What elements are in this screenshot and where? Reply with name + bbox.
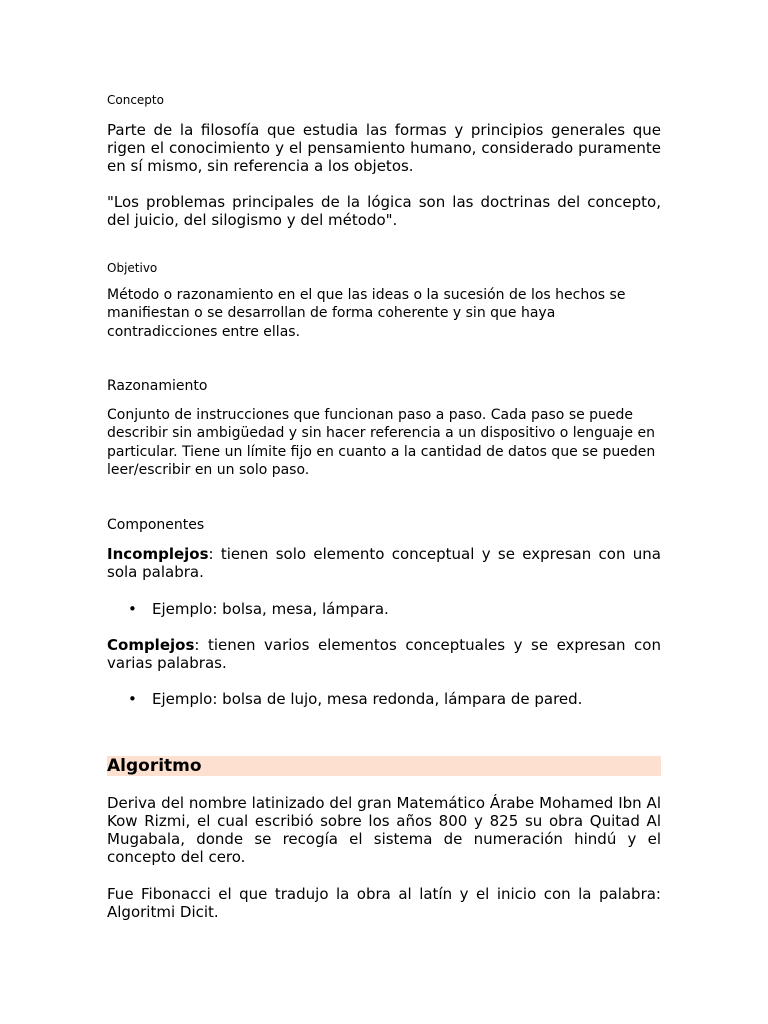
objetivo-paragraph: Método o razonamiento en el que las ideas o la sucesión de los hechos se manifiestan o se desarrollan de forma coherente y sin que haya contradicciones entre ellas. [107,287,626,340]
incomplejos-paragraph [107,545,661,581]
razonamiento-heading: Razonamiento [107,378,208,394]
concepto-heading: Concepto [107,93,164,107]
complejos-definition: : tienen varios elementos conceptuales y se expresan con varias palabras. [107,636,661,672]
incomplejos-definition: : tienen solo elemento conceptual y se expresan con una sola palabra. [107,545,661,581]
complejos-term: Complejos [107,636,195,654]
componentes-heading: Componentes [107,517,205,533]
complejos-paragraph [107,636,661,672]
bullet-icon: • [128,690,137,708]
objetivo-heading: Objetivo [107,261,158,275]
algoritmo-paragraph-2: Fue Fibonacci el que tradujo la obra al latín y el inicio con la palabra: Algoritmi Dicit. [107,885,661,921]
concepto-paragraph-2: "Los problemas principales de la lógica son las doctrinas del concepto, del juicio, del silogismo y del método". [107,193,661,229]
razonamiento-paragraph: Conjunto de instrucciones que funcionan paso a paso. Cada paso se puede describir sin ambigüedad y sin hacer referencia a un dispositivo o lenguaje en particular. Tiene un límite fijo en cuanto a la cantidad de datos que se pueden leer/escribir en un solo paso. [107,407,656,478]
incomplejos-term: Incomplejos [107,545,209,563]
algoritmo-heading-band [107,756,661,776]
algoritmo-paragraph-1: Deriva del nombre latinizado del gran Matemático Árabe Mohamed Ibn Al Kow Rizmi, el cual escribió sobre los años 800 y 825 su obra Quitad Al Mugabala, donde se recogía el sistema de numeración hindú y el concepto del cero. [107,794,661,866]
complejos-example: Ejemplo: bolsa de lujo, mesa redonda, lámpara de pared. [152,690,583,708]
bullet-icon: • [128,600,137,618]
concepto-paragraph-1: Parte de la filosofía que estudia las formas y principios generales que rigen el conocimiento y el pensamiento humano, considerado puramente en sí mismo, sin referencia a los objetos. [107,121,661,175]
incomplejos-example: Ejemplo: bolsa, mesa, lámpara. [152,600,389,618]
algoritmo-heading: Algoritmo [107,756,202,776]
